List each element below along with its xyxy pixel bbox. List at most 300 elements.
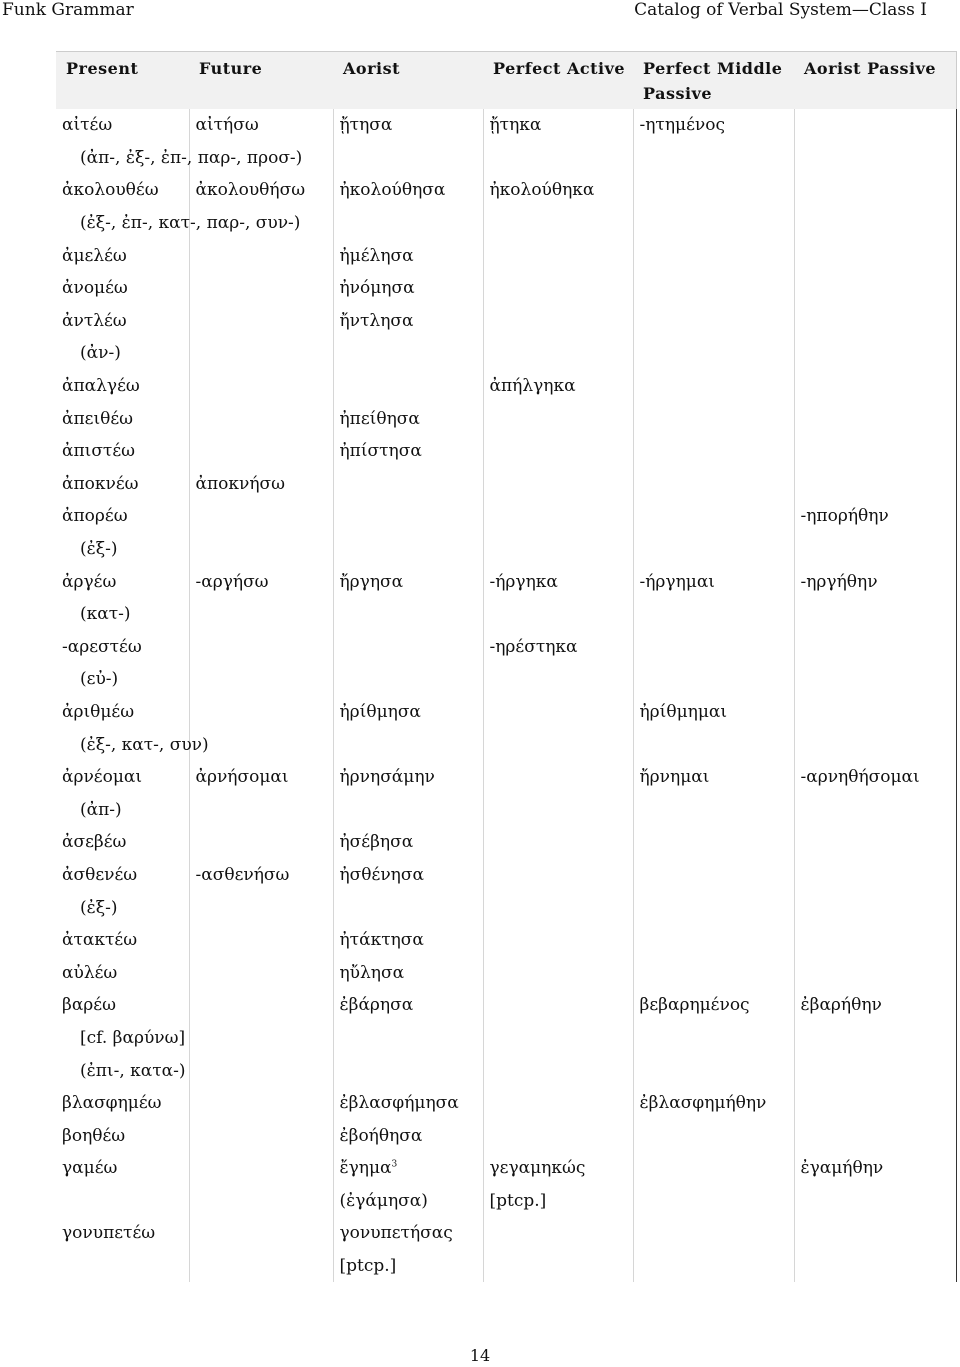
col-header-present: Present — [56, 52, 189, 110]
cell-aorist-passive — [794, 924, 956, 957]
cell-present — [56, 891, 189, 924]
cell-text: [ptcp.] — [489, 1190, 547, 1211]
cell-aorist-passive — [794, 989, 956, 1022]
cell-aorist — [333, 956, 483, 989]
cell-text: ἠνόμησα — [339, 278, 415, 299]
cell-text: (ἐξ-, ἐπ-, κατ-, παρ-, συν-) — [80, 213, 301, 234]
cell-perfect-middle-passive — [633, 435, 794, 468]
cell-text: ἠσθένησα — [339, 864, 424, 885]
cell-text: (κατ-) — [80, 604, 131, 625]
table-row — [56, 533, 956, 566]
cell-future — [189, 402, 333, 435]
cell-present — [56, 728, 209, 761]
cell-future — [189, 565, 333, 598]
cell-aorist-passive — [794, 435, 956, 468]
cell-present — [56, 565, 189, 598]
cell-perfect-middle-passive — [633, 891, 794, 924]
cell-text: -ηρέστηκα — [489, 636, 578, 657]
table-row — [56, 239, 956, 272]
cell-text: ἤργησα — [339, 571, 404, 592]
cell-text: γαμέω — [62, 1158, 118, 1179]
cell-perfect-active — [483, 435, 633, 468]
table-row — [56, 891, 956, 924]
cell-aorist — [333, 598, 483, 631]
cell-aorist-passive — [794, 272, 956, 305]
cell-present — [56, 631, 189, 664]
cell-present — [56, 109, 189, 142]
table-row — [56, 956, 956, 989]
cell-aorist — [333, 1152, 483, 1185]
cell-text: ἀριθμέω — [62, 701, 135, 722]
cell-perfect-active — [483, 500, 633, 533]
cell-aorist — [333, 337, 483, 370]
cell-text: -ασθενήσω — [195, 864, 290, 885]
table-row — [56, 1152, 956, 1185]
col-header-perfect-active: Perfect Active — [483, 52, 633, 110]
table-row — [56, 1217, 956, 1250]
table-row — [56, 598, 956, 631]
cell-text: αὐλέω — [62, 962, 118, 983]
cell-text: (ἐγάμησα) — [339, 1190, 428, 1211]
cell-perfect-middle-passive — [633, 565, 794, 598]
cell-future — [189, 1119, 333, 1152]
cell-future — [189, 533, 333, 566]
cell-future — [189, 239, 333, 272]
cell-aorist-passive — [794, 826, 956, 859]
cell-perfect-middle-passive — [633, 598, 794, 631]
cell-present — [56, 239, 189, 272]
cell-aorist — [333, 565, 483, 598]
table-row — [56, 142, 956, 175]
cell-aorist-passive — [794, 891, 956, 924]
cell-perfect-middle-passive — [633, 337, 794, 370]
cell-present — [56, 500, 189, 533]
cell-aorist — [333, 533, 483, 566]
table-row — [56, 402, 956, 435]
cell-perfect-active — [483, 989, 633, 1022]
cell-text: βαρέω — [62, 995, 116, 1016]
cell-perfect-active — [483, 826, 633, 859]
cell-perfect-middle-passive — [633, 370, 794, 403]
cell-aorist — [333, 1022, 483, 1055]
cell-text: (ἀν-) — [80, 343, 121, 364]
cell-future — [189, 1217, 333, 1250]
cell-aorist — [333, 500, 483, 533]
cell-aorist-passive — [794, 696, 956, 729]
cell-future — [189, 1022, 333, 1055]
cell-aorist — [333, 402, 483, 435]
cell-aorist-passive — [794, 305, 956, 338]
cell-aorist — [333, 239, 483, 272]
cell-perfect-middle-passive — [633, 761, 794, 794]
cell-aorist-passive — [794, 1217, 956, 1250]
table-row — [56, 1119, 956, 1152]
cell-text: (ἀπ-, ἐξ-, ἐπ-, παρ-, προσ-) — [80, 147, 303, 168]
cell-perfect-middle-passive — [633, 924, 794, 957]
running-header-title: Funk Grammar — [2, 0, 134, 20]
table-row — [56, 207, 956, 240]
cell-perfect-active — [483, 761, 633, 794]
cell-aorist — [333, 826, 483, 859]
cell-aorist-passive — [794, 239, 956, 272]
cell-perfect-middle-passive — [633, 793, 794, 826]
cell-present — [56, 663, 189, 696]
col-header-aorist-passive: Aorist Passive — [794, 52, 956, 110]
cell-present — [56, 337, 189, 370]
cell-perfect-active — [483, 142, 633, 175]
cell-present — [56, 272, 189, 305]
cell-aorist — [333, 793, 483, 826]
cell-perfect-active — [483, 1022, 633, 1055]
cell-perfect-active — [483, 1152, 633, 1185]
cell-aorist-passive — [794, 793, 956, 826]
table-row — [56, 1022, 956, 1055]
cell-aorist-passive — [794, 533, 956, 566]
cell-aorist — [333, 859, 483, 892]
table-row — [56, 826, 956, 859]
cell-future — [189, 859, 333, 892]
table-row — [56, 468, 956, 501]
cell-aorist — [333, 1087, 483, 1120]
cell-present — [56, 142, 303, 175]
cell-present — [56, 826, 189, 859]
col-header-perfect-middle-passive: Perfect Middle Passive — [633, 52, 794, 110]
cell-perfect-active — [483, 305, 633, 338]
cell-future — [189, 370, 333, 403]
cell-perfect-middle-passive — [633, 989, 794, 1022]
cell-aorist-passive — [794, 402, 956, 435]
cell-present — [56, 1250, 189, 1283]
cell-perfect-active — [483, 1250, 633, 1283]
cell-aorist — [333, 207, 483, 240]
cell-aorist-passive — [794, 565, 956, 598]
cell-future — [189, 1087, 333, 1120]
table-row — [56, 924, 956, 957]
cell-future — [189, 1185, 333, 1218]
table-row — [56, 793, 956, 826]
cell-present — [56, 1087, 189, 1120]
cell-perfect-middle-passive — [633, 1250, 794, 1283]
table-row — [56, 696, 956, 729]
cell-future — [189, 109, 333, 142]
cell-text: (εὐ-) — [80, 669, 119, 690]
cell-text: αἰτέω — [62, 115, 113, 136]
table-header — [56, 52, 956, 110]
cell-future — [189, 924, 333, 957]
cell-perfect-active — [483, 891, 633, 924]
cell-text: ἀπήλγηκα — [489, 376, 576, 397]
cell-text: ἀκολουθήσω — [195, 180, 306, 201]
cell-perfect-active — [483, 793, 633, 826]
cell-perfect-middle-passive — [633, 696, 794, 729]
cell-perfect-active — [483, 239, 633, 272]
cell-aorist — [333, 761, 483, 794]
table-row — [56, 272, 956, 305]
cell-perfect-active — [483, 1119, 633, 1152]
cell-perfect-active — [483, 1185, 633, 1218]
cell-perfect-middle-passive — [633, 1119, 794, 1152]
cell-text: ἠπείθησα — [339, 408, 420, 429]
cell-aorist-passive — [794, 1250, 956, 1283]
cell-aorist — [333, 696, 483, 729]
cell-future — [189, 761, 333, 794]
cell-perfect-active — [483, 598, 633, 631]
cell-text: (ἐξ-) — [80, 897, 118, 918]
cell-text: γεγαμηκώς — [489, 1158, 586, 1179]
cell-text: ἐβαρήθην — [800, 995, 882, 1016]
cell-aorist-passive — [794, 142, 956, 175]
cell-perfect-middle-passive — [633, 142, 794, 175]
cell-text: ἀνομέω — [62, 278, 128, 299]
table-row — [56, 1054, 956, 1087]
table-row — [56, 728, 956, 761]
table-row — [56, 565, 956, 598]
cell-aorist — [333, 631, 483, 664]
cell-text: ἀντλέω — [62, 310, 127, 331]
cell-text: (ἐξ-, κατ-, συν) — [80, 734, 209, 755]
table-row — [56, 370, 956, 403]
cell-text: βλασφημέω — [62, 1093, 162, 1114]
cell-text: ἀπιστέω — [62, 441, 135, 462]
cell-perfect-middle-passive — [633, 1022, 794, 1055]
cell-aorist — [333, 1217, 483, 1250]
cell-perfect-middle-passive — [633, 1152, 794, 1185]
cell-present — [56, 207, 301, 240]
cell-text: ᾔτηκα — [489, 115, 542, 136]
cell-aorist-passive — [794, 598, 956, 631]
cell-perfect-middle-passive — [633, 859, 794, 892]
cell-perfect-active — [483, 728, 633, 761]
cell-text: ἐβοήθησα — [339, 1125, 423, 1146]
cell-perfect-active — [483, 924, 633, 957]
col-header-future: Future — [189, 52, 333, 110]
cell-future — [189, 891, 333, 924]
col-header-aorist: Aorist — [333, 52, 483, 110]
cell-perfect-active — [483, 1054, 633, 1087]
cell-text: ἠπίστησα — [339, 441, 422, 462]
cell-perfect-active — [483, 663, 633, 696]
cell-future — [189, 956, 333, 989]
cell-text: ἀκολουθέω — [62, 180, 159, 201]
cell-perfect-active — [483, 370, 633, 403]
cell-perfect-middle-passive — [633, 402, 794, 435]
cell-aorist — [333, 174, 483, 207]
cell-text: (ἐπι-, κατα-) — [80, 1060, 186, 1081]
cell-text: ἐβλασφημήθην — [639, 1093, 767, 1114]
cell-text: ἤντλησα — [339, 310, 414, 331]
cell-aorist-passive — [794, 1087, 956, 1120]
cell-text: ἀτακτέω — [62, 930, 138, 951]
cell-aorist — [333, 305, 483, 338]
cell-present — [56, 370, 189, 403]
cell-text: -αρνηθήσομαι — [800, 767, 920, 788]
table-row — [56, 109, 956, 142]
cell-future — [189, 1152, 333, 1185]
cell-text: ἐβλασφήμησα — [339, 1093, 459, 1114]
cell-perfect-middle-passive — [633, 826, 794, 859]
cell-perfect-active — [483, 696, 633, 729]
cell-perfect-active — [483, 402, 633, 435]
cell-perfect-active — [483, 337, 633, 370]
cell-present — [56, 435, 189, 468]
cell-aorist-passive — [794, 728, 956, 761]
cell-perfect-middle-passive — [633, 631, 794, 664]
cell-perfect-middle-passive — [633, 207, 794, 240]
cell-text: γονυπετέω — [62, 1223, 156, 1244]
cell-text: ἠτάκτησα — [339, 930, 424, 951]
cell-present — [56, 1022, 189, 1055]
cell-aorist-passive — [794, 761, 956, 794]
cell-present — [56, 1152, 189, 1185]
cell-aorist — [333, 142, 483, 175]
cell-present — [56, 402, 189, 435]
cell-present — [56, 174, 189, 207]
cell-future — [189, 663, 333, 696]
table-row — [56, 631, 956, 664]
cell-aorist-passive — [794, 468, 956, 501]
cell-aorist — [333, 1185, 483, 1218]
cell-perfect-active — [483, 272, 633, 305]
cell-future — [189, 826, 333, 859]
cell-perfect-active — [483, 207, 633, 240]
cell-aorist-passive — [794, 370, 956, 403]
cell-future — [189, 272, 333, 305]
table-row — [56, 337, 956, 370]
cell-aorist — [333, 109, 483, 142]
cell-perfect-active — [483, 468, 633, 501]
cell-aorist-passive — [794, 1152, 956, 1185]
cell-perfect-middle-passive — [633, 956, 794, 989]
cell-aorist-passive — [794, 207, 956, 240]
cell-text: ἠκολούθηκα — [489, 180, 595, 201]
cell-text: ἀπαλγέω — [62, 376, 140, 397]
cell-aorist — [333, 1250, 483, 1283]
cell-text: ἠρνησάμην — [339, 767, 435, 788]
cell-aorist-passive — [794, 109, 956, 142]
table-row — [56, 435, 956, 468]
cell-text: (ἐξ-) — [80, 539, 118, 560]
cell-aorist — [333, 989, 483, 1022]
cell-text: ἀμελέω — [62, 245, 127, 266]
cell-text: (ἀπ-) — [80, 799, 122, 820]
cell-aorist-passive — [794, 1119, 956, 1152]
cell-present — [56, 468, 189, 501]
cell-present — [56, 956, 189, 989]
cell-aorist — [333, 1119, 483, 1152]
cell-perfect-middle-passive — [633, 1185, 794, 1218]
cell-text: ἐβάρησα — [339, 995, 414, 1016]
cell-text: ἀπειθέω — [62, 408, 134, 429]
verb-catalog-table — [56, 51, 957, 1282]
cell-aorist — [333, 272, 483, 305]
cell-text: -ηργήθην — [800, 571, 878, 592]
running-header-section: Catalog of Verbal System—Class I — [634, 0, 927, 20]
cell-text: ἀρνήσομαι — [195, 767, 289, 788]
cell-aorist — [333, 728, 483, 761]
cell-aorist-passive — [794, 1185, 956, 1218]
cell-perfect-middle-passive — [633, 239, 794, 272]
cell-perfect-middle-passive — [633, 272, 794, 305]
cell-text: ἐγαμήθην — [800, 1158, 884, 1179]
cell-aorist-passive — [794, 1022, 956, 1055]
table-row — [56, 174, 956, 207]
cell-perfect-active — [483, 1087, 633, 1120]
cell-text: ἠρίθμημαι — [639, 701, 728, 722]
cell-future — [189, 435, 333, 468]
cell-perfect-active — [483, 859, 633, 892]
cell-aorist — [333, 468, 483, 501]
cell-text: ἠμέλησα — [339, 245, 414, 266]
table-row — [56, 1250, 956, 1283]
cell-text: ἠκολούθησα — [339, 180, 446, 201]
cell-perfect-active — [483, 565, 633, 598]
cell-text: -ηπορήθην — [800, 506, 889, 527]
table-row — [56, 1185, 956, 1218]
cell-perfect-active — [483, 956, 633, 989]
cell-aorist — [333, 370, 483, 403]
cell-future — [189, 989, 333, 1022]
cell-perfect-middle-passive — [633, 468, 794, 501]
cell-perfect-active — [483, 109, 633, 142]
cell-text: ᾔτησα — [339, 115, 393, 136]
cell-text: -ητημένος — [639, 115, 725, 136]
cell-perfect-middle-passive — [633, 500, 794, 533]
cell-text: ἀσθενέω — [62, 864, 138, 885]
cell-present — [56, 793, 189, 826]
table-row — [56, 500, 956, 533]
cell-aorist — [333, 663, 483, 696]
cell-present — [56, 924, 189, 957]
table-row — [56, 761, 956, 794]
cell-perfect-middle-passive — [633, 109, 794, 142]
cell-perfect-middle-passive — [633, 533, 794, 566]
cell-text: ἀσεβέω — [62, 832, 127, 853]
cell-present — [56, 305, 189, 338]
table-row — [56, 1087, 956, 1120]
cell-aorist — [333, 435, 483, 468]
cell-aorist-passive — [794, 174, 956, 207]
cell-aorist-passive — [794, 956, 956, 989]
cell-present — [56, 761, 189, 794]
cell-text: βεβαρημένος — [639, 995, 750, 1016]
cell-text: ἔγημα — [339, 1158, 392, 1179]
cell-future — [189, 500, 333, 533]
cell-future — [189, 305, 333, 338]
cell-text: [cf. βαρύνω] — [80, 1027, 186, 1048]
cell-perfect-middle-passive — [633, 1087, 794, 1120]
cell-perfect-active — [483, 174, 633, 207]
table-row — [56, 859, 956, 892]
cell-text: -ήργημαι — [639, 571, 715, 592]
cell-perfect-middle-passive — [633, 174, 794, 207]
cell-present — [56, 859, 189, 892]
page-number: 14 — [469, 1346, 491, 1365]
cell-perfect-middle-passive — [633, 728, 794, 761]
cell-present — [56, 1054, 189, 1087]
cell-perfect-middle-passive — [633, 1054, 794, 1087]
cell-text: ἀργέω — [62, 571, 117, 592]
cell-perfect-active — [483, 1217, 633, 1250]
cell-perfect-active — [483, 631, 633, 664]
cell-aorist — [333, 891, 483, 924]
cell-future — [189, 728, 333, 761]
cell-present — [56, 1217, 189, 1250]
cell-future — [189, 174, 333, 207]
cell-text: ηὔλησα — [339, 962, 405, 983]
cell-text: -αρεστέω — [62, 636, 142, 657]
cell-future — [189, 631, 333, 664]
cell-aorist — [333, 1054, 483, 1087]
